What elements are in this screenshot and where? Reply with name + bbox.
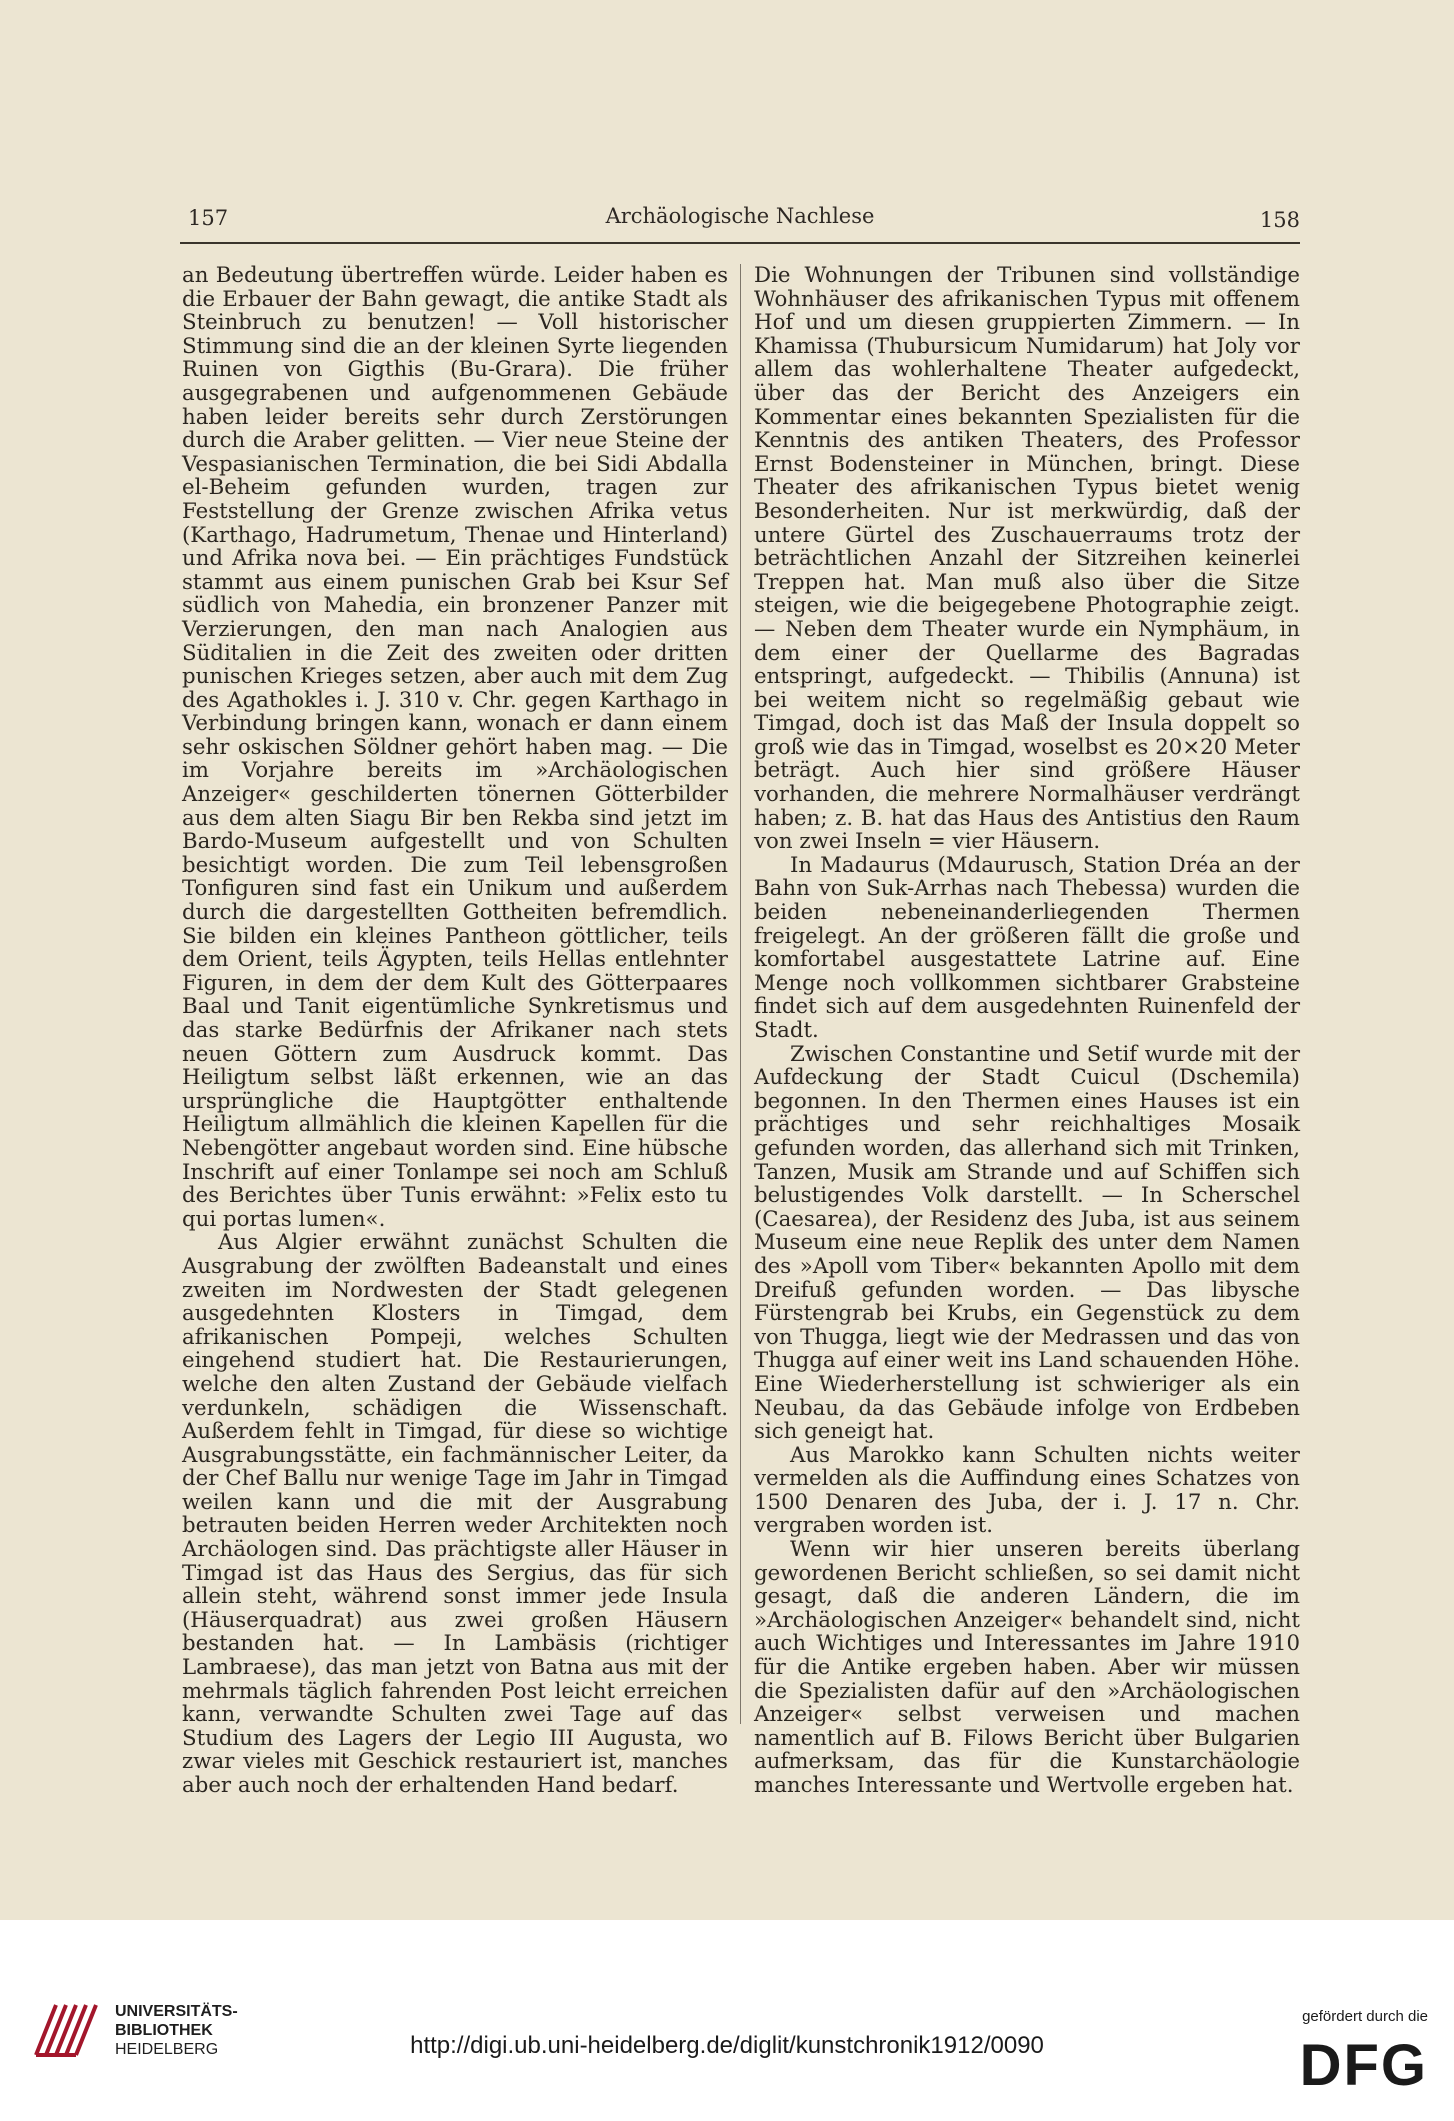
permalink-url[interactable]: http://digi.ub.uni-heidelberg.de/diglit/kunstchronik1912/0090 (410, 2032, 1044, 2059)
paragraph: an Bedeutung übertreffen würde. Leider haben es die Erbauer der Bahn gewagt, die antike Stadt als Steinbruch zu benutzen! — Voll historischer Stimmung sind die an der kleinen Syrte liegenden Ruinen von Gigthis (Bu-Grara). Die früher ausgegrabenen und aufgenommenen Gebäude haben leider bereits sehr durch Zerstörungen durch die Araber gelitten. — Vier neue Steine der Vespasianischen Termination, die bei Sidi Abdalla el-Beheim gefunden wurden, tragen zur Feststellung der Grenze zwischen Afrika vetus (Karthago, Hadrumetum, Thenae und Hinterland) und Afrika nova bei. — Ein prächtiges Fundstück stammt aus einem punischen Grab bei Ksur Sef südlich von Mahedia, ein bronzener Panzer mit Verzierungen, den man nach Analogien aus Süditalien in die Zeit des zweiten oder dritten punischen Krieges setzen, aber auch mit dem Zug des Agathokles i. J. 310 v. Chr. gegen Karthago in Verbindung bringen kann, wonach er dann einem sehr oskischen Söldner gehört haben mag. — Die im Vorjahre bereits im »Archäologischen Anzeiger« geschilderten tönernen Götterbilder aus dem alten Siagu Bir ben Rekba sind jetzt im Bardo-Museum aufgestellt und von Schulten besichtigt worden. Die zum Teil lebensgroßen Tonfiguren sind fast ein Unikum und außerdem durch die dargestellten Gottheiten befremdlich. Sie bilden ein kleines Pantheon göttlicher, teils dem Orient, teils Ägypten, teils Hellas entlehnter Figuren, in dem der dem Kult des Götterpaares Baal und Tanit eigentümliche Synkretismus und das starke Bedürfnis der Afrikaner nach stets neuen Göttern zum Ausdruck kommt. Das Heiligtum selbst läßt erkennen, wie an das ursprüngliche die Hauptgötter enthaltende Heiligtum allmählich die kleinen Kapellen für die Nebengötter angebaut worden sind. Eine hübsche Inschrift auf einer Tonlampe sei noch am Schluß des Berichtes über Tunis erwähnt: »Felix esto tu qui portas lumen«. (182, 263, 728, 1232)
funding-note: gefördert durch die (1302, 2008, 1428, 2025)
right-column (754, 264, 1300, 1798)
paragraph: Die Wohnungen der Tribunen sind vollständige Wohnhäuser des afrikanischen Typus mit offenem Hof und um diesen gruppierten Zimmern. — In Khamissa (Thubursicum Numidarum) hat Joly vor allem das wohlerhaltene Theater aufgedeckt, über das der Bericht des Anzeigers ein Kommentar eines bekannten Spezialisten für die Kenntnis des antiken Theaters, des Professor Ernst Bodensteiner in München, bringt. Diese Theater des afrikanischen Typus bietet wenig Besonderheiten. Nur ist merkwürdig, daß der untere Gürtel des Zuschauerraums trotz der beträchtlichen Anzahl der Sitzreihen keinerlei Treppen hat. Man muß also über die Sitze steigen, wie die beigegebene Photographie zeigt. — Neben dem Theater wurde ein Nymphäum, in dem einer der Quellarme des Bagradas entspringt, aufgedeckt. — Thibilis (Annuna) ist bei weitem nicht so regelmäßig gebaut wie Timgad, doch ist das Maß der Insula doppelt so groß wie das in Timgad, woselbst es 20×20 Meter beträgt. Auch hier sind größere Häuser vorhanden, die mehrere Normalhäuser verdrängt haben; z. B. hat das Haus des Antistius den Raum von zwei Inseln = vier Häusern. (754, 263, 1300, 855)
running-header (180, 204, 1300, 244)
library-name-line: UNIVERSITÄTS- (115, 2003, 238, 2020)
left-column (182, 264, 728, 1798)
library-name-line: HEIDELBERG (115, 2041, 219, 2058)
paragraph: Zwischen Constantine und Setif wurde mit der Aufdeckung der Stadt Cuicul (Dschemila) begonnen. In den Thermen eines Hauses ist ein prächtiges und sehr reichhaltiges Mosaik gefunden worden, das allerhand sich mit Trinken, Tanzen, Musik am Strande und auf Schiffen sich belustigendes Volk darstellt. — In Scherschel (Caesarea), der Residenz des Juba, ist aus seinem Museum eine neue Replik des unter dem Namen des »Apoll vom Tiber« bekannten Apollo mit dem Dreifuß gefunden worden. — Das libysche Fürstengrab bei Krubs, ein Gegenstück zu dem von Thugga, liegt wie der Medrassen und das von Thugga auf einer weit ins Land schauenden Höhe. Eine Wiederherstellung ist schwieriger als ein Neubau, da das Gebäude infolge von Erdbeben sich geneigt hat. (754, 1041, 1300, 1445)
column-divider (740, 264, 741, 1724)
page-number-left: 157 (188, 206, 229, 230)
digitization-footer (0, 1920, 1454, 2121)
library-name-line: BIBLIOTHEK (115, 2022, 213, 2039)
running-title: Archäologische Nachlese (605, 204, 875, 228)
paragraph: In Madaurus (Mdaurusch, Station Dréa an der Bahn von Suk-Arrhas nach Thebessa) wurden die beiden nebeneinanderliegenden Thermen freigelegt. An der größeren fällt die große und komfortabel ausgestattete Latrine auf. Eine Menge noch vollkommen sichtbarer Grabsteine findet sich auf dem ausgedehnten Ruinenfeld der Stadt. (754, 852, 1300, 1043)
page-number-right: 158 (1259, 208, 1300, 232)
header-rule (180, 242, 1300, 244)
paragraph: Aus Algier erwähnt zunächst Schulten die Ausgrabung der zwölften Badeanstalt und eines zweiten im Nordwesten der Stadt gelegenen ausgedehnten Klosters in Timgad, dem afrikanischen Pompeji, welches Schulten eingehend studiert hat. Die Restaurierungen, welche den alten Zustand der Gebäude vielfach verdunkeln, schädigen die Wissenschaft. Außerdem fehlt in Timgad, für diese so wichtige Ausgrabungsstätte, ein fachmännischer Leiter, da der Chef Ballu nur wenige Tage im Jahr in Timgad weilen kann und die mit der Ausgrabung betrauten beiden Herren weder Architekten noch Archäologen sind. Das prächtigste aller Häuser in Timgad ist das Haus des Sergius, das für sich allein steht, während sonst immer jede Insula (Häuserquadrat) aus zwei großen Häusern bestanden hat. — In Lambäsis (richtiger Lambraese), das man jetzt von Batna aus mit der mehrmals täglich fahrenden Post leicht erreichen kann, verwandte Schulten zwei Tage auf das Studium des Lagers der Legio III Augusta, wo zwar vieles mit Geschick restauriert ist, manches aber auch noch der erhaltenden Hand bedarf. (182, 1230, 728, 1798)
paragraph: Aus Marokko kann Schulten nichts weiter vermelden als die Auffindung eines Schatzes von 1500 Denaren des Juba, der i. J. 17 n. Chr. vergraben worden ist. (754, 1442, 1300, 1539)
paragraph: Wenn wir hier unseren bereits überlang gewordenen Bericht schließen, so sei damit nicht gesagt, daß die anderen Ländern, die im »Archäologischen Anzeiger« behandelt sind, nicht auch Wichtiges und Interessantes im Jahre 1910 für die Antike ergeben haben. Aber wir müssen die Spezialisten dafür auf den »Archäologischen Anzeiger« selbst verweisen und machen namentlich auf B. Filows Bericht über Bulgarien aufmerksam, das für die Kunstarchäologie manches Interessante und Wertvolle ergeben hat. (754, 1537, 1300, 1798)
dfg-logo: DFG (1299, 2033, 1428, 2098)
